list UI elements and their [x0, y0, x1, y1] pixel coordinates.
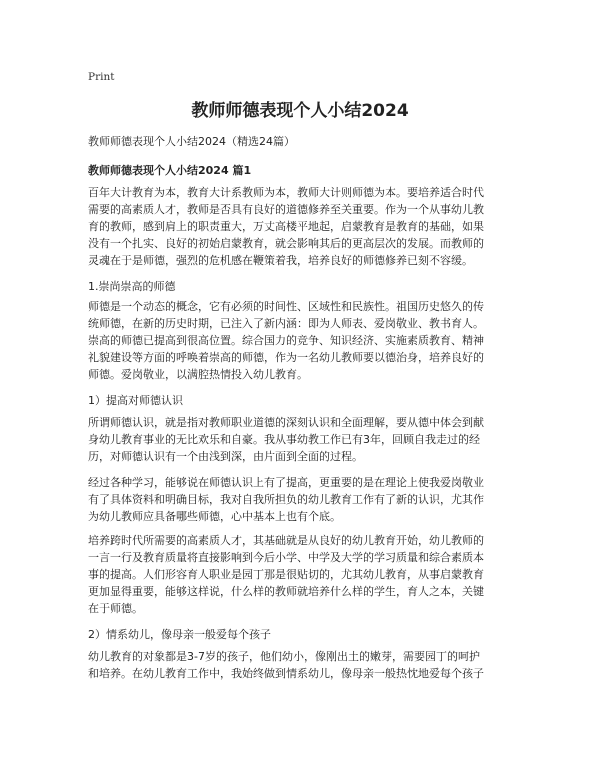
text-line: 经过各种学习，能够说在师德认识上有了提高，更重要的是在理论上使我爱岗敬业	[88, 476, 484, 489]
text-line: 师德是一个动态的概念，它有必须的时间性、区域性和民族性。祖国历史悠久的传	[88, 300, 484, 313]
text-line: 灵魂在于是师德，强烈的危机感在鞭策着我，培养良好的师德修养已刻不容缓。	[88, 254, 473, 267]
paragraph-4	[88, 474, 520, 525]
section-heading: 教师师德表现个人小结2024 篇1	[88, 164, 252, 177]
subheading-2: 1）提高对师德认识	[88, 394, 183, 407]
subheading-1: 1.崇尚崇高的师德	[88, 280, 176, 293]
paragraph-6	[88, 648, 520, 682]
text-line: 统师德，在新的历史时期，已注入了新内涵：即为人师表、爱岗敬业、教书育人。	[88, 317, 484, 330]
document-subtitle: 教师师德表现个人小结2024（精选24篇）	[88, 135, 295, 148]
page-title: 教师师德表现个人小结2024	[191, 101, 409, 121]
text-line: 幼儿教育的对象都是3-7岁的孩子，他们幼小，像刚出土的嫩芽，需要园丁的呵护	[88, 650, 480, 663]
text-line: 有了具体资料和明确目标，我对自我所担负的幼儿教育工作有了新的认识，尤其作	[88, 493, 484, 506]
text-line: 育的教师，感到肩上的职责重大，万丈高楼平地起，启蒙教育是教育的基础，如果	[88, 220, 484, 233]
text-line: 更加显得重要，能够这样说，什么样的教师就培养什么样的学生，育人之本，关键	[88, 585, 484, 598]
text-line: 所谓师德认识，就是指对教师职业道德的深刻认识和全面理解，要从德中体会到献	[88, 416, 484, 429]
text-line: 培养跨时代所需要的高素质人才，其基础就是从良好的幼儿教育开始，幼儿教师的	[88, 534, 484, 547]
text-line: 师德。爱岗敬业，以满腔热情投入幼儿教育。	[88, 368, 308, 381]
paragraph-3	[88, 414, 520, 465]
paragraph-2	[88, 298, 520, 383]
text-line: 崇高的师德已提高到很高位置。综合国力的竞争、知识经济、实施素质教育、精神	[88, 334, 484, 347]
text-line: 一言一行及教育质量将直接影响到今后小学、中学及大学的学习质量和综合素质本	[88, 551, 484, 564]
text-line: 为幼儿教师应具备哪些师德，心中基本上也有个底。	[88, 510, 341, 523]
subheading-3: 2）情系幼儿，像母亲一般爱每个孩子	[88, 628, 271, 641]
text-line: 在于师德。	[88, 602, 143, 615]
text-line: 百年大计教育为本，教育大计系教师为本，教师大计则师德为本。要培养适合时代	[88, 186, 484, 199]
paragraph-5	[88, 532, 520, 617]
text-line: 事的提高。人们形容育人职业是园丁那是很贴切的，尤其幼儿教育，从事启蒙教育	[88, 568, 484, 581]
text-line: 历，对师德认识有一个由浅到深，由片面到全面的过程。	[88, 450, 363, 463]
text-line: 礼貌建设等方面的呼唤着崇高的师德，作为一名幼儿教师要以德治身，培养良好的	[88, 351, 484, 364]
paragraph-1	[88, 184, 520, 269]
text-line: 和培养。在幼儿教育工作中，我始终做到情系幼儿，像母亲一般热忱地爱每个孩子	[88, 667, 484, 680]
text-line: 身幼儿教育事业的无比欢乐和自豪。我从事幼教工作已有3年，回顾自我走过的经	[88, 433, 480, 446]
print-label: Print	[88, 71, 115, 83]
text-line: 没有一个扎实、良好的初始启蒙教育，就会影响其后的更高层次的发展。而教师的	[88, 237, 484, 250]
text-line: 需要的高素质人才，教师是否具有良好的道德修养至关重要。作为一个从事幼儿教	[88, 203, 484, 216]
